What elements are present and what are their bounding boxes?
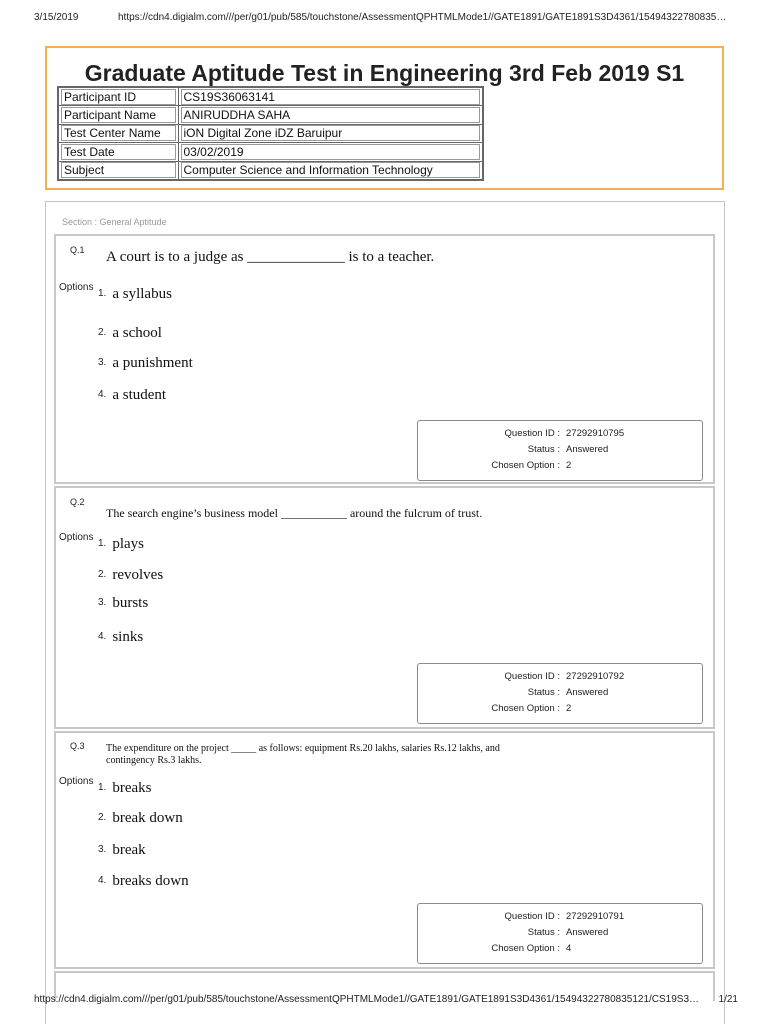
question-id-value: 27292910791 <box>566 911 625 922</box>
info-label: Test Date <box>58 143 178 162</box>
question-number: Q.2 <box>70 497 85 507</box>
status-label: Status : <box>527 687 560 698</box>
status-label: Status : <box>527 444 560 455</box>
option-1 <box>98 285 172 303</box>
question-panel-3 <box>54 731 715 969</box>
info-value: 03/02/2019 <box>178 143 483 162</box>
option-text: bursts <box>112 595 149 611</box>
question-id-label: Question ID : <box>504 911 560 922</box>
option-text: a school <box>112 325 162 341</box>
options-caption: Options <box>59 282 94 293</box>
candidate-info-table <box>57 86 484 181</box>
option-3 <box>98 841 146 859</box>
option-number: 1. <box>98 782 107 793</box>
info-value: ANIRUDDHA SAHA <box>178 106 483 125</box>
option-text: plays <box>112 536 145 552</box>
info-label: Participant Name <box>58 106 178 125</box>
option-number: 4. <box>98 631 107 642</box>
option-1 <box>98 535 144 553</box>
page-number: 1/21 <box>718 994 738 1005</box>
info-value: CS19S36063141 <box>178 87 483 106</box>
question-id-label: Question ID : <box>504 428 560 439</box>
option-text: breaks down <box>112 873 189 889</box>
section-label: Section : General Aptitude <box>62 217 167 227</box>
chosen-option-label: Chosen Option : <box>491 943 560 954</box>
info-label: Participant ID <box>58 87 178 106</box>
chosen-option-value: 2 <box>566 460 572 471</box>
print-footer-url: https://cdn4.digialm.com///per/g01/pub/585/touchstone/AssessmentQPHTMLMode1//GATE1891/GATE1891S3D4361/15494322780835121/CS19S3… <box>34 994 700 1005</box>
option-number: 4. <box>98 875 107 886</box>
status-value: Answered <box>566 687 609 698</box>
option-2 <box>98 809 183 827</box>
question-text: The expenditure on the project _____ as follows: equipment Rs.20 lakhs, salaries Rs.12 lakhs, and contingency Rs.3 lakhs. <box>106 743 500 766</box>
option-text: break <box>112 842 146 858</box>
option-3 <box>98 594 148 612</box>
info-row <box>58 143 483 162</box>
status-value: Answered <box>566 444 609 455</box>
question-number: Q.3 <box>70 741 85 751</box>
option-text: a student <box>112 387 167 403</box>
question-number: Q.1 <box>70 245 85 255</box>
question-meta-box <box>417 903 703 964</box>
option-number: 3. <box>98 844 107 855</box>
chosen-option-label: Chosen Option : <box>491 703 560 714</box>
option-text: break down <box>112 810 183 826</box>
candidate-header <box>45 46 724 190</box>
option-number: 2. <box>98 327 107 338</box>
info-label: Subject <box>58 161 178 180</box>
print-url: https://cdn4.digialm.com///per/g01/pub/585/touchstone/AssessmentQPHTMLMode1//GATE1891/GATE1891S3D4361/15494322780835… <box>118 12 727 23</box>
option-1 <box>98 779 152 797</box>
option-number: 1. <box>98 538 107 549</box>
chosen-option-value: 2 <box>566 703 572 714</box>
chosen-option-label: Chosen Option : <box>491 460 560 471</box>
option-number: 3. <box>98 357 107 368</box>
option-text: revolves <box>112 567 164 583</box>
option-text: a punishment <box>112 355 193 371</box>
option-2 <box>98 324 162 342</box>
option-3 <box>98 354 193 372</box>
option-number: 2. <box>98 812 107 823</box>
print-date: 3/15/2019 <box>34 12 79 23</box>
chosen-option-value: 4 <box>566 943 572 954</box>
question-panel-1 <box>54 234 715 484</box>
question-meta-box <box>417 420 703 481</box>
status-label: Status : <box>527 927 560 938</box>
status-value: Answered <box>566 927 609 938</box>
info-row <box>58 87 483 106</box>
option-2 <box>98 566 163 584</box>
page-title: Graduate Aptitude Test in Engineering 3rd Feb 2019 S1 <box>84 60 685 86</box>
option-text: breaks <box>112 780 152 796</box>
option-4 <box>98 386 166 404</box>
question-text: A court is to a judge as _____________ is to a teacher. <box>106 249 435 265</box>
info-value: Computer Science and Information Technology <box>178 161 483 180</box>
question-meta-box <box>417 663 703 724</box>
info-row <box>58 124 483 143</box>
option-4 <box>98 628 143 646</box>
question-id-value: 27292910792 <box>566 671 625 682</box>
option-number: 3. <box>98 597 107 608</box>
info-row <box>58 106 483 125</box>
info-row <box>58 161 483 180</box>
option-text: sinks <box>112 629 144 645</box>
option-4 <box>98 872 189 890</box>
options-caption: Options <box>59 532 94 543</box>
question-panel-2 <box>54 486 715 729</box>
info-value: iON Digital Zone iDZ Baruipur <box>178 124 483 143</box>
question-id-value: 27292910795 <box>566 428 625 439</box>
option-number: 2. <box>98 569 107 580</box>
option-number: 1. <box>98 288 107 299</box>
option-text: a syllabus <box>112 286 172 302</box>
options-caption: Options <box>59 776 94 787</box>
option-number: 4. <box>98 389 107 400</box>
question-id-label: Question ID : <box>504 671 560 682</box>
info-label: Test Center Name <box>58 124 178 143</box>
question-text: The search engine’s business model ___________ around the fulcrum of trust. <box>106 506 483 520</box>
